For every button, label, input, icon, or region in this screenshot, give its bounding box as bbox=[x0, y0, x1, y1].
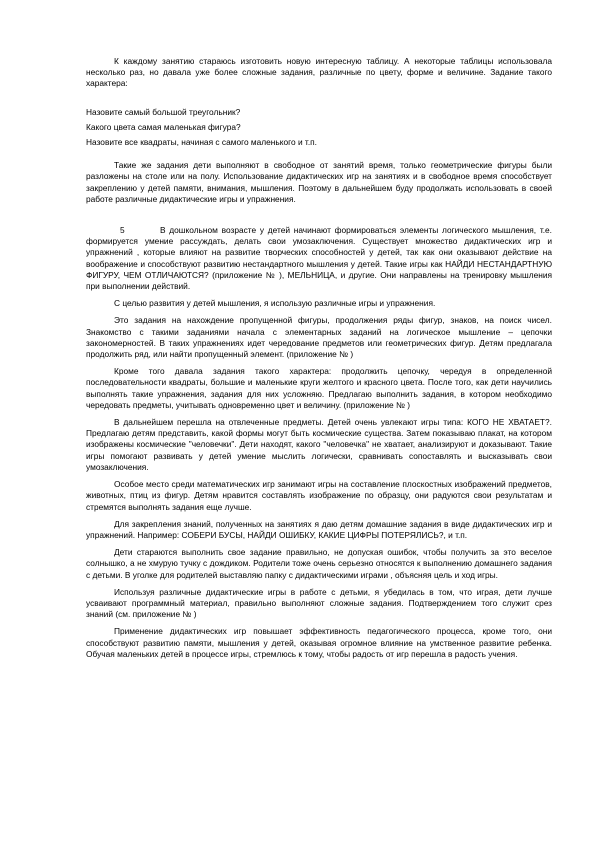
paragraph-abstract-objects: В дальнейшем перешла на отвлеченные предметы. Детей очень увлекают игры типа: КОГО НЕ ХВАТАЕТ?. Предлагаю детям представить, какой формы могут быть космические существа. Затем показываю плакат, на котором изображены космические "человечки". Дети находят, какого "человечка" не хватает, анализируют и доказывают. Такие игры помогают развивать у детей умение мыслить логически, сравнивать сопоставлять и высказывать свои умозаключения. bbox=[86, 417, 552, 472]
paragraph-homework: Для закрепления знаний, полученных на занятиях я даю детям домашние задания в виде дидактических игр и упражнений. Например: СОБЕРИ БУСЫ, НАЙДИ ОШИБКУ, КАКИЕ ЦИФРЫ ПОТЕРЯЛИСЬ?, и т.п. bbox=[86, 518, 552, 540]
question-item: Какого цвета самая маленькая фигура? bbox=[86, 121, 241, 132]
paragraph-number: 5 bbox=[120, 225, 125, 236]
paragraph-purpose: С целью развития у детей мышления, я использую различные игры и упражнения. bbox=[114, 298, 436, 309]
paragraph-planar-images: Особое место среди математических игр занимают игры на составление плоскостных изображений предметов, животных, птиц из фигур. Детям нравится составлять изображение по образцу, они радуются свои результатам и стремятся выполнять задания еще лучше. bbox=[86, 479, 552, 512]
paragraph-missing-figure: Это задания на нахождение пропущенной фигуры, продолжения ряды фигур, знаков, на поиск чисел. Знакомство с такими заданиями начала с элементарных заданий на логическое мышление – цепочки закономерностей. В таких упражнениях идет чередование предметов или геометрических фигур. Детям предлагала продолжить ряд, или найти пропущенный элемент. (приложение № ) bbox=[86, 315, 552, 360]
paragraph-free-time: Такие же задания дети выполняют в свободное от занятий время, только геометрические фигуры были разложены на столе или на полу. Использование дидактических игр на занятиях и в свободное время способствует закреплению у детей памяти, внимания, мышления. Поэтому в дальнейшем буду продолжать использовать в своей работе различные дидактические игры и упражнения. bbox=[86, 160, 552, 204]
paragraph-conclusion: Применение дидактических игр повышает эффективность педагогического процесса, кроме того, они способствуют развитию памяти, мышления у детей, оказывая огромное влияние на умственное развитие ребенка. Обучая маленьких детей в процессе игры, стремлюсь к тому, чтобы радость от игр перешла в радость учения. bbox=[86, 626, 552, 659]
paragraph-text: В дошкольном возрасте у детей начинают формироваться элементы логического мышления, т.е. формируется умение рассуждать, делать свои умозаключения. Существует множество дидактических игр и упражнений , которые влияют на развитие творческих способностей у детей, так как они оказывают действие на воображение и способствуют развитию нестандартного мышления у детей. Такие игры как НАЙДИ НЕСТАНДАРТНУЮ ФИГУРУ, ЧЕМ ОТЛИЧАЮТСЯ? (приложение № ), МЕЛЬНИЦА, и другие. Они направлены на тренировку мышления при выполнении действий. bbox=[86, 225, 552, 292]
paragraph-logical-thinking bbox=[86, 225, 552, 292]
question-item: Назовите самый большой треугольник? bbox=[86, 106, 241, 117]
paragraph-parents: Дети стараются выполнить свое задание правильно, не допуская ошибок, чтобы получить за это веселое солнышко, а не хмурую тучку с дождиком. Родители тоже очень серьезно относятся к выполнению домашнего задания с детьми. В уголке для родителей выставляю папку с дидактическими играми , объясняя цель и ход игры. bbox=[86, 547, 552, 580]
paragraph-intro: К каждому занятию стараюсь изготовить новую интересную таблицу. А некоторые таблицы использовала несколько раз, но давала уже более сложные задания, различные по цвету, форме и величине. Задание такого характера: bbox=[86, 56, 552, 89]
question-item: Назовите все квадраты, начиная с самого маленького и т.п. bbox=[86, 137, 317, 148]
document-body bbox=[86, 56, 552, 660]
paragraph-results: Используя различные дидактические игры в работе с детьми, я убедилась в том, что играя, дети лучше усваивают программный материал, правильно выполняют сложные задания. Подтверждением того служит срез знаний (см. приложение № ) bbox=[86, 586, 552, 620]
question-list bbox=[86, 107, 552, 149]
paragraph-chain-tasks: Кроме того давала задания такого характера: продолжить цепочку, чередуя в определенной последовательности квадраты, большие и маленькие круги желтого и красного цвета. После того, как дети научились выполнять такие упражнения, задания для них усложняю. Предлагаю выполнить задания, в котором необходимо чередовать предметы, учитывать одновременно цвет и величину. (приложение № ) bbox=[86, 366, 552, 410]
